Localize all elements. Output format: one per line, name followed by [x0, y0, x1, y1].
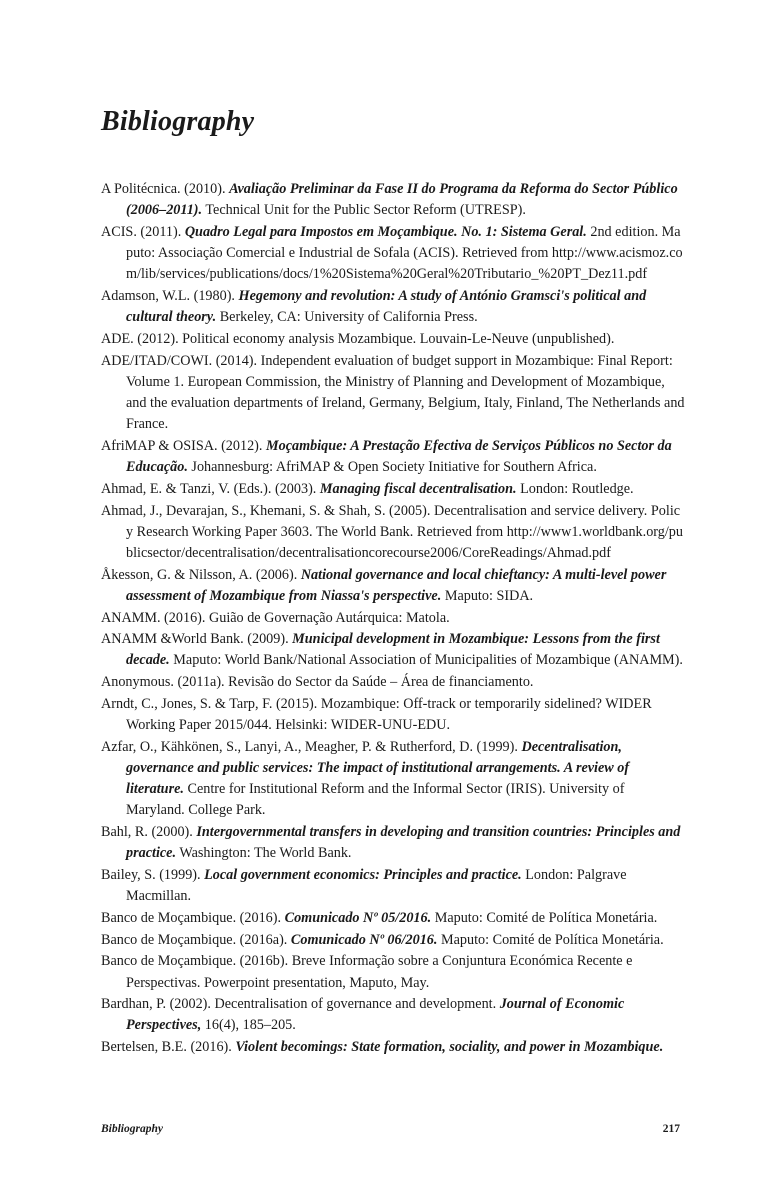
bibliography-entry [101, 694, 686, 736]
bibliography-entry [101, 822, 686, 864]
entry-text: Adamson, W.L. (1980). [101, 288, 239, 305]
entry-title: Decentralisation, governance and public services: The impact of institutional arrangements. A review of literature. [126, 738, 630, 798]
entry-text: Ahmad, J., Devarajan, S., Khemani, S. & Shah, S. (2005). Decentralisation and service delivery. Policy Research Working Paper 3603. The World Bank. Retrieved from http://www1.worldbank.org/publicsector/decentralisation/decentralisationcorecourse2006/CoreReadings/Ahmad.pdf [101, 502, 683, 561]
entry-text: ADE. (2012). Political economy analysis Mozambique. Louvain-Le-Neuve (unpublished). [101, 330, 615, 347]
bibliography-entry [101, 951, 686, 993]
bibliography-entry [101, 994, 686, 1036]
entry-text: Banco de Moçambique. (2016a). [101, 931, 291, 948]
entry-text: Bardhan, P. (2002). Decentralisation of governance and development. [101, 996, 500, 1013]
bibliography-entry [101, 672, 686, 693]
entry-text: ADE/ITAD/COWI. (2014). Independent evaluation of budget support in Mozambique: Final Report: Volume 1. European Commission, the Ministry of Planning and Development of Mozambique, and the evaluation departments of Ireland, Germany, Belgium, Italy, Finland, The Netherlands and France. [101, 352, 685, 433]
entry-text: London: Routledge. [516, 480, 634, 497]
entry-title: Journal of Economic Perspectives, [126, 996, 625, 1034]
entry-title: Avaliação Preliminar da Fase II do Programa da Reforma do Sector Público (2006–2011). [126, 181, 678, 219]
entry-text: Bailey, S. (1999). [101, 867, 205, 883]
entry-text: Maputo: World Bank/National Association of Municipalities of Mozambique (ANAMM). [169, 652, 683, 669]
entry-text: A Politécnica. (2010). [101, 181, 230, 197]
entry-title: National governance and local chieftancy: A multi-level power assessment of Mozambique from Niassa's perspective. [126, 566, 667, 604]
entry-text: Arndt, C., Jones, S. & Tarp, F. (2015). Mozambique: Off-track or temporarily sidelined? WIDER Working Paper 2015/044. Helsinki: WIDER-UNU-EDU. [101, 695, 652, 734]
bibliography-entry [101, 629, 686, 671]
entry-text: Berkeley, CA: University of California Press. [216, 309, 478, 326]
entry-title: Comunicado Nº 06/2016. [290, 931, 438, 948]
entry-text: 2nd edition. Maputo: Associação Comercial e Industrial de Sofala (ACIS). Retrieved from http://www.acismoz.com/lib/services/publications/docs/1%20Sistema%20Geral%20Tributario_%20PT_Dez11.pdf [126, 223, 683, 283]
entry-text: Technical Unit for the Public Sector Reform (UTRESP). [202, 202, 526, 219]
bibliography-list [101, 179, 686, 1058]
bibliography-entry [101, 908, 686, 929]
bibliography-entry [101, 222, 686, 286]
entry-text: Banco de Moçambique. (2016b). Breve Informação sobre a Conjuntura Económica Recente e Perspectivas. Powerpoint presentation, Maputo, May. [101, 953, 633, 991]
entry-text: ACIS. (2011). [101, 223, 185, 240]
bibliography-entry [101, 608, 686, 629]
entry-title: Municipal development in Mozambique: Lessons from the first decade. [126, 631, 660, 669]
bibliography-entry [101, 737, 686, 822]
entry-text: Bertelsen, B.E. (2016). [101, 1039, 236, 1056]
running-footer-title: Bibliography [101, 1123, 163, 1135]
entry-text: Maputo: Comité de Política Monetária. [437, 931, 664, 948]
bibliography-entry [101, 286, 686, 328]
entry-text: 16(4), 185–205. [201, 1017, 296, 1034]
entry-title: Quadro Legal para Impostos em Moçambique. No. 1: Sistema Geral. [184, 223, 587, 240]
entry-text: Johannesburg: AfriMAP & Open Society Initiative for Southern Africa. [187, 459, 597, 476]
entry-text: AfriMAP & OSISA. (2012). [101, 437, 266, 454]
bibliography-entry [101, 351, 686, 436]
entry-text: ANAMM. (2016). Guião de Governação Autárquica: Matola. [101, 609, 450, 626]
bibliography-entry [101, 501, 686, 565]
entry-text: ANAMM &World Bank. (2009). [101, 631, 293, 648]
bibliography-entry [101, 865, 686, 907]
bibliography-entry [101, 565, 686, 607]
page-number: 217 [662, 1123, 680, 1135]
entry-title: Managing fiscal decentralisation. [319, 480, 517, 497]
entry-text: Maputo: Comité de Política Monetária. [431, 909, 658, 926]
entry-text: Åkesson, G. & Nilsson, A. (2006). [101, 566, 301, 583]
bibliography-entry [101, 179, 686, 221]
entry-title: Intergovernmental transfers in developing and transition countries: Principles and practice. [126, 824, 681, 862]
entry-text: London: Palgrave Macmillan. [126, 867, 627, 905]
bibliography-entry [101, 479, 686, 500]
entry-text: Bahl, R. (2000). [101, 824, 197, 841]
bibliography-entry [101, 436, 686, 478]
entry-text: Maputo: SIDA. [441, 587, 534, 604]
entry-title: Local government economics: Principles and practice. [204, 867, 522, 883]
entry-text: Azfar, O., Kähkönen, S., Lanyi, A., Meagher, P. & Rutherford, D. (1999). [101, 738, 522, 755]
entry-text: Banco de Moçambique. (2016). [101, 909, 285, 926]
bibliography-entry [101, 930, 686, 951]
entry-text: Anonymous. (2011a). Revisão do Sector da Saúde – Área de financiamento. [101, 674, 534, 691]
page-title: Bibliography [101, 106, 255, 137]
entry-title: Hegemony and revolution: A study of António Gramsci's political and cultural theory. [126, 288, 647, 326]
page-footer [101, 1123, 680, 1135]
bibliography-entry [101, 1037, 686, 1058]
entry-title: Comunicado Nº 05/2016. [284, 909, 432, 926]
entry-text: Centre for Institutional Reform and the Informal Sector (IRIS). University of Maryland. College Park. [126, 781, 625, 819]
entry-text: Washington: The World Bank. [176, 845, 352, 862]
entry-text: Ahmad, E. & Tanzi, V. (Eds.). (2003). [101, 480, 320, 497]
entry-title: Violent becomings: State formation, sociality, and power in Mozambique. [235, 1039, 664, 1056]
entry-title: Moçambique: A Prestação Efectiva de Serviços Públicos no Sector da Educação. [126, 437, 672, 476]
bibliography-entry [101, 329, 686, 350]
